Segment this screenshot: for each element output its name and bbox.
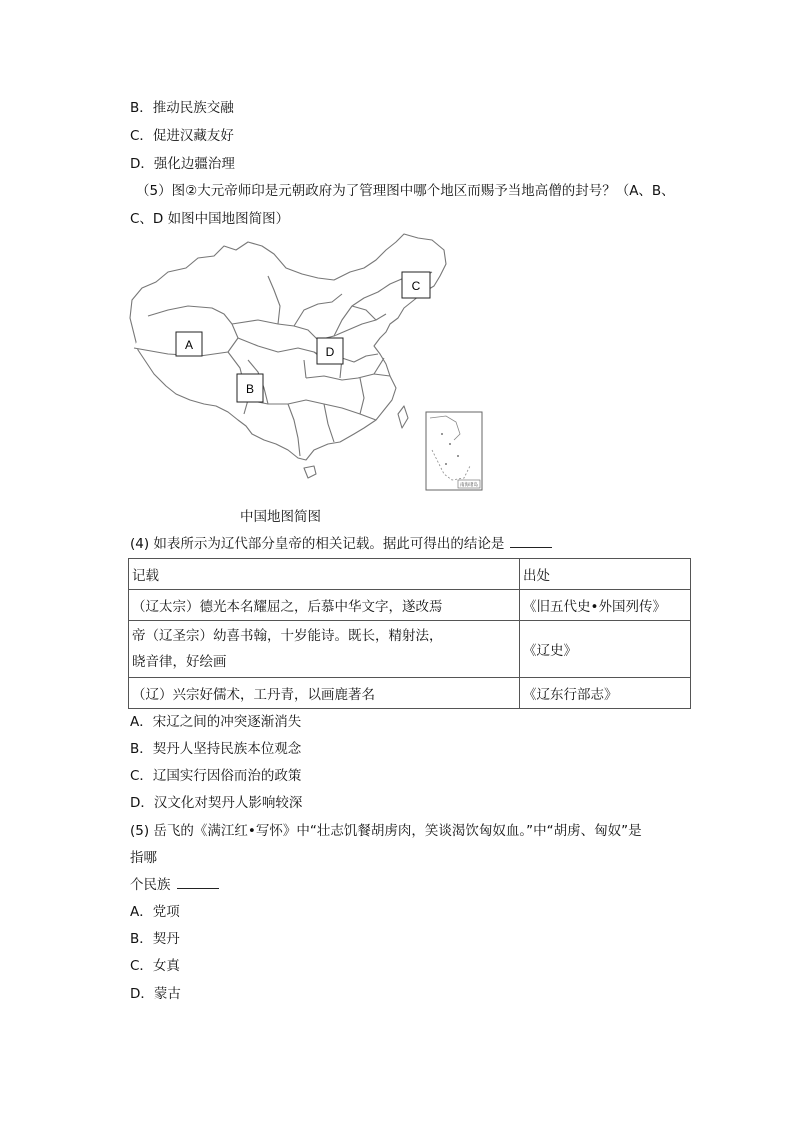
south-china-sea-inset: [426, 412, 482, 490]
option-a: A．宋辽之间的冲突逐渐消失: [130, 714, 302, 730]
label-a: A: [184, 338, 194, 352]
label-b: B: [245, 382, 255, 396]
label-d: D: [325, 345, 335, 359]
map-caption: 中国地图简图: [240, 509, 321, 525]
inset-label: 南海诸岛: [460, 483, 478, 488]
question-5-stem-cont: C、D 如图中国地图简图）: [130, 211, 290, 227]
source-cell: 《辽东行部志》: [520, 678, 691, 709]
record-line: 帝（辽圣宗）幼喜书翰，十岁能诗。既长，精射法，: [132, 628, 443, 644]
record-cell: （辽）兴宗好儒术，工丹青，以画鹿著名: [129, 678, 520, 709]
hainan: [304, 466, 316, 478]
label-c: C: [411, 279, 421, 293]
records-table: [128, 558, 691, 709]
option-c: C．促进汉藏友好: [130, 128, 234, 144]
table-row: [129, 590, 691, 621]
label-b-box: [237, 374, 263, 402]
question-5b-stem-cont: 指哪: [130, 850, 157, 866]
source-cell: 《旧五代史•外国列传》: [520, 590, 691, 621]
china-map: [128, 228, 490, 496]
question-5b-text: 个民族: [130, 877, 171, 893]
table-row: [129, 621, 691, 678]
option-d: D．强化边疆治理: [130, 156, 235, 172]
option-c: C．女真: [130, 958, 180, 974]
option-b: B．推动民族交融: [130, 100, 234, 116]
table-header-row: [129, 559, 691, 590]
record-line: 晓音律，好绘画: [132, 654, 227, 670]
option-b: B．契丹人坚持民族本位观念: [130, 741, 302, 757]
option-c: C．辽国实行因俗而治的政策: [130, 768, 302, 784]
taiwan: [398, 406, 408, 428]
question-5-stem: （5）图②大元帝师印是元朝政府为了管理图中哪个地区而赐予当地高僧的封号？（A、B、: [136, 183, 675, 199]
source-cell: 《辽史》: [520, 621, 691, 678]
record-cell: （辽太宗）德光本名耀屈之，后慕中华文字，遂改焉: [129, 590, 520, 621]
question-5b-stem: (5) 岳飞的《满江红•写怀》中“壮志饥餐胡虏肉，笑谈渴饮匈奴血。”中“胡虏、匈奴”是: [130, 823, 642, 839]
question-5b-stem-end: [130, 873, 219, 893]
header-record: 记载: [129, 559, 520, 590]
label-c-box: [402, 272, 430, 298]
option-d: D．汉文化对契丹人影响较深: [130, 795, 303, 811]
header-source: 出处: [520, 559, 691, 590]
table-row: [129, 678, 691, 709]
answer-blank: [510, 535, 552, 548]
label-d-box: [317, 338, 343, 364]
option-b: B．契丹: [130, 931, 180, 947]
answer-blank: [177, 876, 219, 889]
option-d: D．蒙古: [130, 986, 181, 1002]
question-4-stem: [130, 532, 552, 552]
label-a-box: [176, 332, 202, 356]
option-a: A．党项: [130, 904, 180, 920]
question-4-text: (4) 如表所示为辽代部分皇帝的相关记载。据此可得出的结论是: [130, 536, 505, 552]
record-cell: [129, 621, 520, 678]
